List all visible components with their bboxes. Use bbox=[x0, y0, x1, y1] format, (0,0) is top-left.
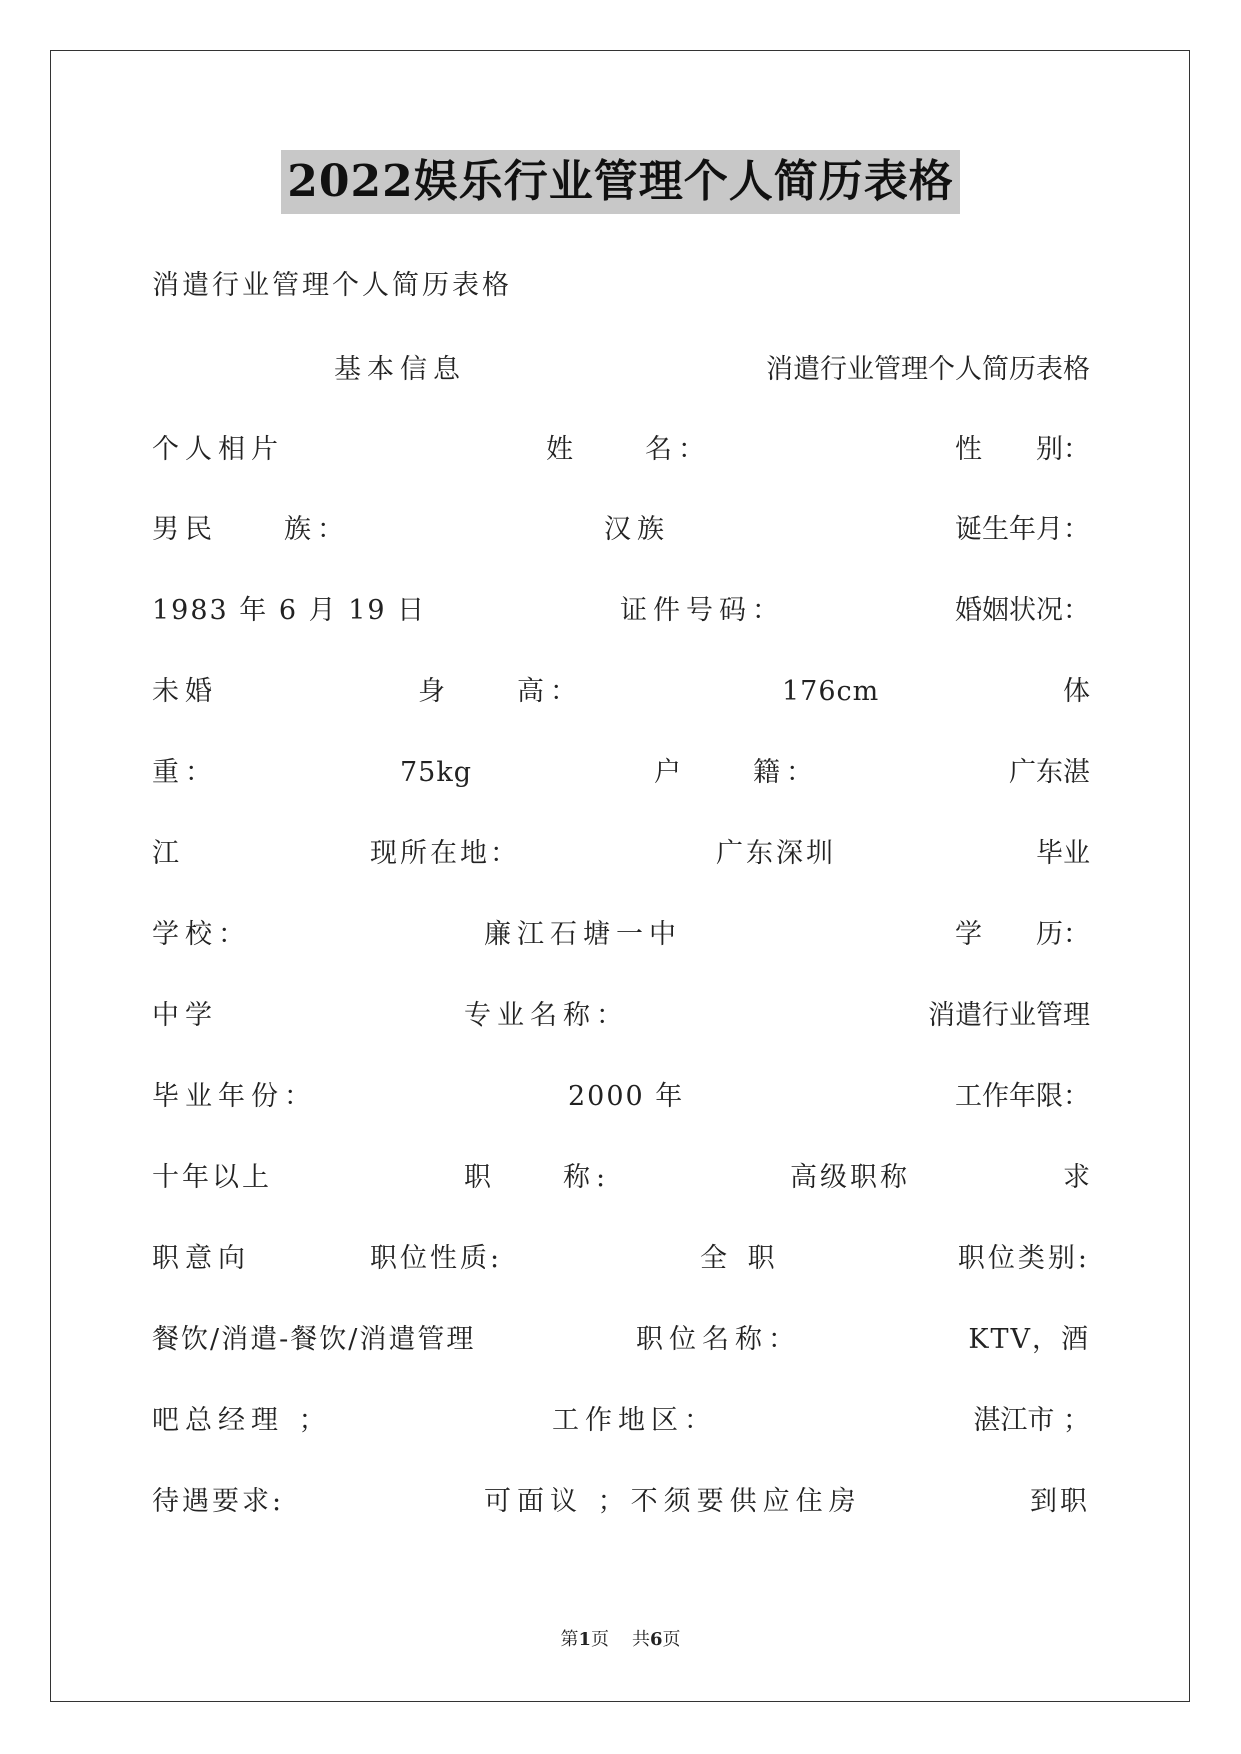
salary-label: 待遇要求: bbox=[152, 1486, 285, 1517]
height-value: 176cm bbox=[782, 676, 880, 707]
birthdate-value: 1983 年 6 月 19 日 bbox=[152, 595, 427, 626]
page-number: 1 bbox=[578, 1629, 592, 1650]
total-pages: 6 bbox=[649, 1629, 663, 1650]
photo-label: 个人相片 bbox=[152, 434, 284, 465]
form-row bbox=[152, 1482, 1090, 1522]
height-label: 身 高： bbox=[418, 676, 583, 707]
form-row bbox=[152, 834, 1090, 874]
marital-status-label: 婚姻状况： bbox=[955, 595, 1090, 626]
salary-value: 可面议 ；不须要供应住房 bbox=[484, 1486, 862, 1517]
section-title: 消遣行业管理个人简历表格 bbox=[766, 354, 1090, 385]
form-row bbox=[152, 915, 1090, 955]
gender-label: 性 别： bbox=[955, 434, 1090, 465]
form-row bbox=[152, 1239, 1090, 1279]
form-row bbox=[152, 591, 1090, 631]
name-label: 姓 名： bbox=[546, 434, 711, 465]
graduation-year-value: 2000 年 bbox=[568, 1081, 685, 1112]
page-prefix: 第 bbox=[560, 1629, 579, 1650]
total-prefix: 共 bbox=[631, 1629, 650, 1650]
weight-label-start: 体 bbox=[1063, 676, 1090, 707]
ethnicity-value: 汉族 bbox=[604, 514, 670, 545]
form-row bbox=[152, 1401, 1090, 1441]
weight-label-end: 重： bbox=[152, 757, 218, 788]
ethnicity-label: 男民 族： bbox=[152, 514, 350, 545]
major-value: 消遣行业管理 bbox=[928, 1000, 1090, 1031]
form-row bbox=[152, 753, 1090, 793]
work-area-label: 工作地区： bbox=[552, 1405, 717, 1436]
current-location-label: 现所在地： bbox=[370, 838, 520, 869]
job-intention-label-end: 职意向 bbox=[152, 1243, 251, 1274]
weight-value: 75kg bbox=[400, 757, 473, 788]
position-name-value-end: 吧总经理 ； bbox=[152, 1405, 332, 1436]
work-years-value: 十年以上 bbox=[152, 1162, 272, 1193]
graduation-year-label: 毕业年份： bbox=[152, 1081, 317, 1112]
form-row bbox=[152, 1077, 1090, 1117]
start-date-label: 到职 bbox=[1030, 1486, 1090, 1517]
work-years-label: 工作年限： bbox=[955, 1081, 1090, 1112]
hometown-value-end: 江 bbox=[152, 838, 185, 869]
form-row bbox=[152, 672, 1090, 712]
document-subtitle: 消遣行业管理个人简历表格 bbox=[152, 270, 512, 301]
job-title-label: 职 称: bbox=[464, 1162, 612, 1193]
major-label: 专业名称： bbox=[464, 1000, 629, 1031]
school-label-end: 学校： bbox=[152, 919, 251, 950]
school-value: 廉江石塘一中 bbox=[484, 919, 682, 950]
work-area-value: 湛江市 ； bbox=[973, 1405, 1090, 1436]
form-row bbox=[152, 510, 1090, 550]
form-row bbox=[152, 1158, 1090, 1198]
position-category-label: 职位类别: bbox=[957, 1243, 1090, 1274]
id-number-label: 证件号码： bbox=[620, 595, 785, 626]
education-value: 中学 bbox=[152, 1000, 218, 1031]
education-label: 学 历： bbox=[955, 919, 1090, 950]
form-row bbox=[152, 996, 1090, 1036]
form-row bbox=[152, 1320, 1090, 1360]
position-type-value: 全 职 bbox=[700, 1243, 781, 1274]
form-row bbox=[152, 350, 1090, 390]
title-container bbox=[0, 150, 1241, 214]
hometown-value: 广东湛 bbox=[1009, 757, 1090, 788]
marital-status-value: 未婚 bbox=[152, 676, 218, 707]
hometown-label: 户 籍： bbox=[654, 757, 819, 788]
page-footer bbox=[0, 1628, 1241, 1652]
school-label-start: 毕业 bbox=[1036, 838, 1090, 869]
birthdate-label: 诞生年月： bbox=[955, 514, 1090, 545]
document-title: 2022娱乐行业管理个人简历表格 bbox=[281, 150, 959, 214]
current-location-value: 广东深圳 bbox=[716, 838, 836, 869]
position-name-value: KTV，酒 bbox=[968, 1324, 1090, 1355]
section-label: 基本信息 bbox=[334, 354, 466, 385]
position-type-label: 职位性质: bbox=[370, 1243, 503, 1274]
position-category-value: 餐饮/消遣-餐饮/消遣管理 bbox=[152, 1324, 476, 1355]
job-title-value: 高级职称 bbox=[790, 1162, 910, 1193]
total-suffix: 页 bbox=[662, 1629, 681, 1650]
form-row bbox=[152, 430, 1090, 470]
position-name-label: 职位名称： bbox=[636, 1324, 801, 1355]
job-intention-label-start: 求 bbox=[1063, 1162, 1090, 1193]
page-suffix: 页 bbox=[591, 1629, 610, 1650]
